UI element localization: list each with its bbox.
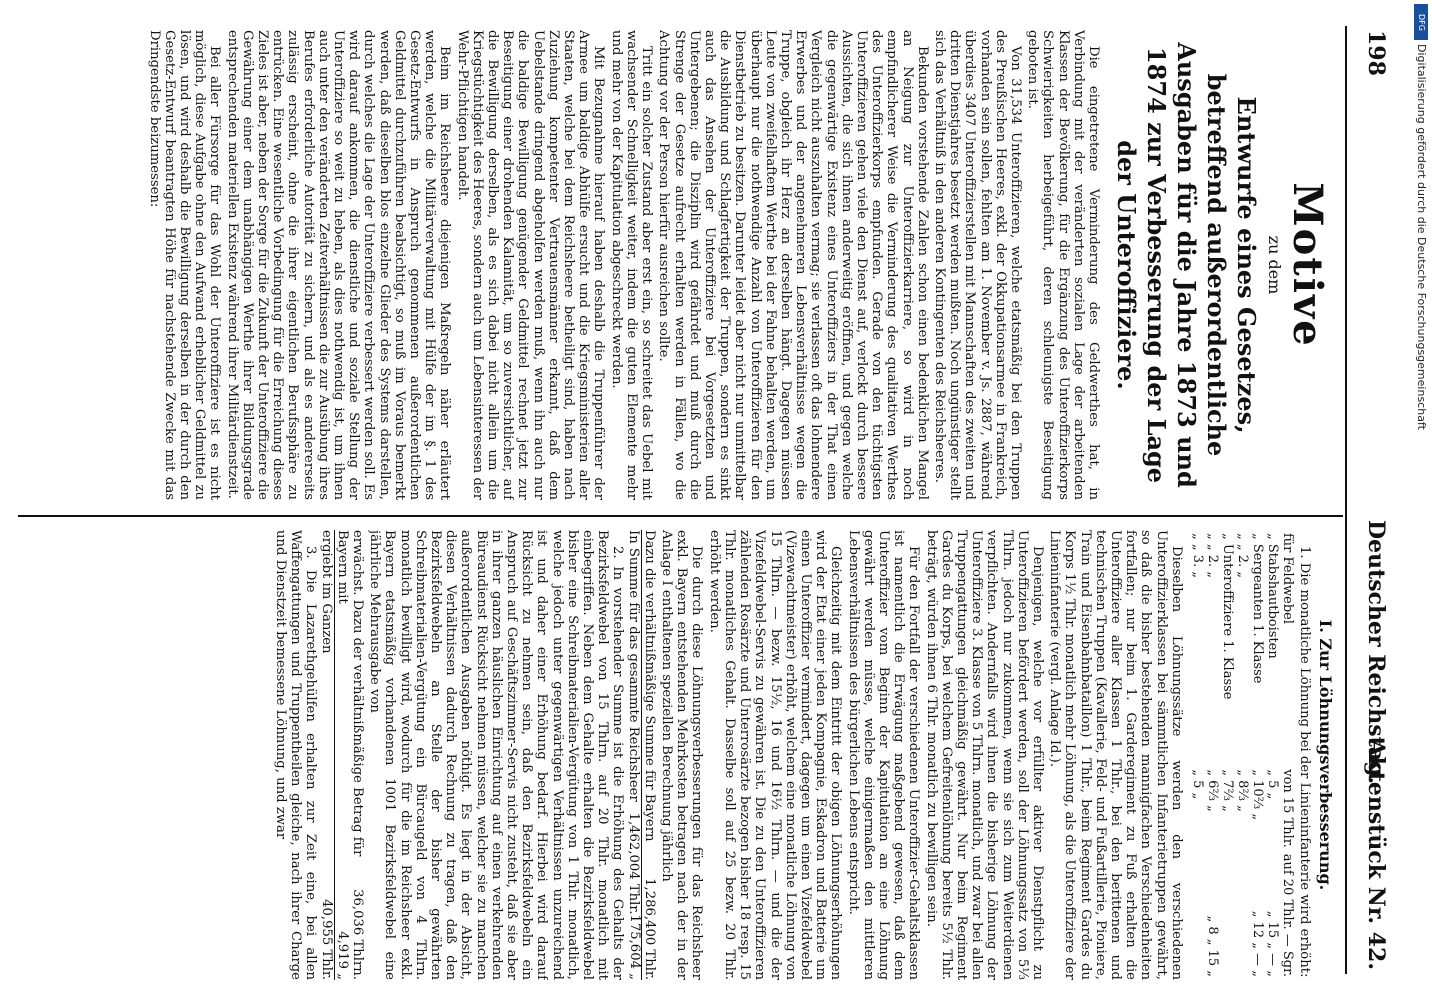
sum-total: ergiebt im Ganzen 40,955 Thlr. [318,530,334,980]
header-rule [1345,26,1347,974]
paragraph: Die durch diese Löhnungsverbesserungen für das Reichsheer exkl. Bayern entstehenden Mehrkosten betragen nach der in der Anlage I enthaltenen speziellen Berechnung jährlich [659,530,705,980]
paragraph: Die eingetretene Verminderung des Geldwerthes hat, in Verbindung mit der veränderten sozialen Lage der arbeitenden Klassen der Bevölkerung, für die Ergänzung des Unteroffizierkorps Schwierigkeiten herbeigeführt, deren schleunigste Beseitigung geboten ist. [1025,30,1101,500]
pay-table [1190,530,1295,980]
bill-title: Entwurfe eines Gesetzes, betreffend außerordentliche Ausgaben für die Jahre 1873 und 1874 zur Verbesserung der Lage der Unteroffiziere. [1112,42,1261,488]
paragraph: Von 31,534 Unteroffizieren, welche etatsmäßig bei den Truppen des Preußischen Heeres, exkl. der Okkupationsarmee in Frankreich, vorhanden sein sollen, fehlten am 1. November v. Js. 2887, während überdies 3407 Unteroffizierstellen mit Mannschaften des zweiten und dritten Dienstjahres besetzt werden mußten. Noch ungünstiger stellt sich das Verhältniß in den anderen Kontingenten des Reichsheeres. [931,30,1023,500]
publication-title: Deutscher Reichstag. [1363,520,1389,785]
paragraph: 2. In vorstehender Summe ist die Erhöhung des Gehalts der Bezirksfeldwebel von 15 Thlrn. auf 20 Thlr. monatlich mit einbegriffen. Neben dem Gehalte erhalten die Bezirksfeldwebel bisher eine Schreibmaterialien-Vergütung von 1 Thlr. monatlich, welche jedoch unter gegenwärtigen Verhältnissen unzureichend ist und daher einer Erhöhung bedarf. Hierbei wird darauf Rücksicht zu nehmen sein, daß den Bezirksfeldwebeln ein Anspruch auf Geschäftszimmer-Servis nicht zusteht, daß sie aber in ihrer ganzen häuslichen Einrichtung auf einen verkehrenden Büreaudienst Rücksicht nehmen müssen, welcher sie zu manchen außerordentlichen Ausgaben nöthigt. Es liegt in der Absicht, diesen Verhältnissen dadurch Rechnung zu tragen, daß den Bezirksfeldwebeln an Stelle der bisher gewährten Schreibmaterialien-Vergütung ein Bürcaugeld von 4 Thlrn. monatlich bewilligt wird, wodurch für die im Reichsheer exkl. Bayern etatsmäßig vorhandenen 1001 Bezirksfeldwebel eine jährliche Mehrausgabe von [367,530,626,980]
pay-intro: 1. Die monatliche Löhnung bei der Linieninfanterie wird erhöht: [1297,546,1312,978]
title-motive: Motive [1284,182,1331,348]
sum-total: In Summe für das gesammte Reichsheer 1,462,004 Thlr. [625,530,641,915]
left-column [10,30,1337,500]
table-row: „ „ 2. „ „ 8⅔ „ [1234,533,1250,812]
table-row: „ Unteroffiziere 1. Klasse „ 7⅔ „ [1219,533,1235,812]
paragraph: Mit Bezugnahme hierauf haben deshalb die Truppenführer der Armee um baldige Abhülfe ersucht und die Kriegsministerien aller Staaten, welche bei dem Reichsheere betheiligt sind, haben nach Zuziehung kompetenter Vertrauensmänner erkannt, daß dem Uebelstande dringend abgeholfen werden muß, wenn ihn auch nur die baldige Bewilligung genügender Geldmittel rechnet jetzt zur Beseitigung einer drohenden Kalamität, um so zuversichtlicher, auf die Bewilligung derselben, als es sich dabei nicht allein um die Kriegstüchtigkeit des Heeres, sondern auch um Lebensinteressen der Wehr-Pflichtigen handelt. [454,30,607,500]
paragraph: Beim im Reichsheere diejenigen Maßregeln näher erläutert werden, welche die Militärverwaltung mit Hülfe der im §. 1 des Gesetz-Entwurfs in Anspruch genommenen außerordentlichen Geldmittel durchzuführen beabsichtigt, so muß im Voraus bemerkt werden, daß dieselben blos einzelne Glieder des Systems darstellen, durch welches die Lage der Unteroffiziere verbessert werden soll. Es wird darauf ankommen, die dienstliche und soziale Stellung der Unteroffiziere so weit zu heben, als dies nothwendig ist, um ihnen auch unter den veränderten Zeitverhältnissen die zur Ausübung ihres Berufes erforderliche Autorität zu sichern, und als es andererseits zulässig erscheint, ohne die ihrer eigentlichen Berufssphäre zu entrücken. Eine wesentliche Vorbedingung für die Erreichung dieses Zieles ist aber, neben der Sorge für die Zukunft der Unteroffiziere die Gewährung einer dem unabhängigen Werthe ihrer Bildungsgrade entsprechenden materiellen Existenz während ihrer Militärdienstzeit. [224,30,453,500]
section-title: I. Zur Löhnungsverbesserung. [1316,619,1335,891]
paragraph: Denjenigen, welche vor erfüllter aktiver Dienstpflicht zu Unteroffizieren befördert werden, soll der Löhnungssatz von 5⅓ Thlrn. jedoch nur zukommen, wenn sie sich zum Weiterdienen verpflichten. Andernfalls wird ihnen die bisherige Löhnung der Unteroffiziere 3. Klasse von 5 Thlrn. monatlich, und zwar bei allen Truppengattungen gleichmäßig gewährt. Nur beim Regiment Gardes du Korps, bei welchem Gefreitenlöhnung bereits 5½ Thlr. beträgt, würden ihnen 6 Thlr. monatlich zu bewilligen sein. [923,530,1045,980]
sum-line: Dazu die verhältnißmäßige Summe für Bayern 175,604 „ [626,530,657,980]
table-row: „ „ 2. „ „ 6⅔ „ „ 8 „ 15 „ [1204,533,1220,977]
column-divider [18,515,1343,517]
sum-line: erwächst. Dazu der verhältnißmäßige Betrag für Bayern mit 4,919 „ [334,530,366,980]
page-header [1349,0,1389,1000]
table-row: „ „ 3. „ „ 5 „ [1189,533,1205,800]
paragraph: Bekunden vorstehende Zahlen schon einen bedenklichen Mangel an Neigung zur Unteroffizierkarriere, so wird in noch empfindlicherer Weise die Verminderung des qualitativen Werthes des Unteroffizierkorps empfunden. Gerade von den tüchtigsten Unteroffizieren gehen viele den Dienst auf, verlockt durch bessere Aussichten, die sich ihnen anderweitig eröffnen, und gegen welche die gegenwärtige Existenz eines Unteroffiziers in der That einen Vergleich nicht auszuhalten vermag; sie verlassen oft das lohnendere Erwerbes und der angenehmeren Lebensverhältnisse wegen die Truppe, obgleich ihr Herz an derselben hängt. Dagegen müssen Leute von zweifelhaftem Werthe bei der Fahne behalten werden, um überhaupt nur die nothwendige Anzahl von Unteroffizieren für den Dienstbetrieb zu besitzen. Darunter leidet aber nicht nur unmittelbar die Ausbildung und Schlagfertigkeit der Truppen, sondern es sinkt auch das Ansehen der Unteroffiziere bei Vorgesetzten und Untergebenen; die Disziplin wird gefährdet und muß durch die Strenge der Gesetze aufrecht erhalten werden in Fällen, wo die Achtung vor der Person hierfür ausreichen sollte. [656,30,930,500]
paragraph: Gleichzeitig mit dem Eintritt der obigen Löhnungserhöhungen wird der Etat einer jeden Kompagnie, Eskadron und Batterie um einen Unteroffizier vermindert, dagegen um einen Vizefeldwebel (Vizewachtmeister) erhöht, welchem eine monatliche Löhnung von 15 Thlrn. — bezw. 15½, 16 und 16½ Thlrn. — und die der Vizefeldwebel-Servis zu gewähren ist. Die zu den Unteroffizieren zählenden Rosärzte und Unterrosärzte bezogen bisher 18 resp. 15 Thlr. monatliches Gehalt. Dasselbe soll auf 25 bezw. 20 Thlr. erhöht werden. [706,530,844,980]
page-number: 198 [1363,30,1389,76]
table-row: für Feldwebel von 15 Thlr. auf 20 Thlr. — Sgr. [1279,533,1295,977]
paragraph: 3. Die Lazarethgehülfen erhalten zur Zeit eine, bei allen Waffengattungen und Truppentheilen gleiche, nach ihrer Charge und Dienstzeit bemessene Löhnung, und zwar [273,530,319,980]
digitization-note: Digitalisierung gefördert durch die Deutsche Forschungsgemeinschaft [1415,44,1428,430]
table-row: „ Stabshautboisten „ 5 „ „ 15 „ — „ [1264,533,1280,977]
paragraph: Tritt ein solcher Zustand aber erst ein, so schreitet das Uebel mit wachsender Schnelligkeit weiter, indem die guten Elemente mehr und mehr von der Kapitulation abgeschreckt werden. [608,30,655,500]
paragraph: Bei aller Fürsorge für das Wohl der Unteroffiziere ist es nicht möglich, diese Aufgabe ohne den Aufwand erheblicher Geldmittel zu lösen, und wird deshalb die Bewilligung derselben in der durch den Gesetz-Entwurf beantragten Höhe für nachstehende Zwecke mit das Dringendste beizumessen: [146,30,223,500]
paragraph: Dieselben Löhnungssätze werden den verschiedenen Unteroffizierklassen bei sämmtlichen Infanterietruppen gewährt, so daß die bisher bestehenden mannigfachen Verschiedenheiten fortfallen; nur beim 1. Garderegiment zu Fuß erhalten die Unteroffiziere aller Klassen 1 Thlr., bei den berittenen und technischen Truppen (Kavallerie, Feld- und Fußartillerie, Pioniere, Train und Eisenbahnbataillon) 1 Thlr., beim Regiment Gardes du Korps 1½ Thlr. monatlich mehr Löhnung, als die Unteroffiziere der Linieninfanterie (vergl. Anlage Id.). [1047,530,1184,980]
right-column: I. Zur Löhnungsverbesserung. 1. Die monatliche Löhnung bei der Linieninfanterie wird erhöht: für Feldwebel von 15 Thlr. auf 20 Thlr. — Sgr. „ Stabshautboisten „ 5 „ „ 15 „ — „ „ Sergeanten 1. Klasse „ 10⅔ „ „ 12 „ — „ „ „ 2. „ „ 8⅔ „ „ Unteroffiziere 1. Klasse „ 7⅔ „ „ „ 2. „ „ 6⅔ „ „ 8 „ 15 „ „ „ 3. „ „ 5 „ Dieselben Löhnungssätze werden den verschiedenen Unteroffizierklassen bei sämmtlichen Infanterietruppen gewährt, so daß die bisher bestehenden mannigfachen Verschiedenheiten fortfallen; nur beim 1. Garderegiment zu Fuß erhalten die Unteroffiziere aller Klassen 1 Thlr., bei den berittenen und technischen Truppen (Kavallerie, Feld- und Fußartillerie, Pioniere, Train und Eisenbahnbataillon) 1 Thlr., beim Regiment Gardes du Korps 1½ Thlr. monatlich mehr Löhnung, als die Unteroffiziere der Linieninfanterie (vergl. Anlage Id.). Denjenigen, welche vor erfüllter aktiver Dienstpflicht zu Unteroffizieren befördert werden, soll der Löhnungssatz von 5⅓ Thlrn. jedoch nur zukommen, wenn sie sich zum Weiterdienen verpflichten. Andernfalls wird ihnen die bisherige Löhnung der Unteroffiziere 3. Klasse von 5 Thlrn. monatlich, und zwar bei allen Truppengattungen gleichmäßig gewährt. Nur beim Regiment Gardes du Korps, bei welchem Gefreitenlöhnung bereits 5½ Thlr. beträgt, würden ihnen 6 Thlr. monatlich zu bewilligen sein. Für den Fortfall der verschiedenen Unteroffizier-Gehaltsklassen ist namentlich die Erwägung maßgebend gewesen, daß dem Unteroffizier vom Beginn der Kapitulation an eine Löhnung gewährt werden müsse, welche einigermaßen den mittleren Lebensverhältnissen des bürgerlichen Lebens entspricht. Gleichzeitig mit dem Eintritt der obigen Löhnungserhöhungen wird der Etat einer jeden Kompagnie, Eskadron und Batterie um einen Unteroffizier vermindert, dagegen um einen Vizefeldwebel (Vizewachtmeister) erhöht, welchem eine monatliche Löhnung von 15 Thlrn. — bezw. 15½, 16 und 16½ Thlrn. — und die der Vizefeldwebel-Servis zu gewähren ist. Die zu den Unteroffizieren zählenden Rosärzte und Unterrosärzte bezogen bisher 18 resp. 15 Thlr. monatliches Gehalt. Dasselbe soll auf 25 bezw. 20 Thlr. erhöht werden. Die durch diese Löhnungsverbesserungen für das Reichsheer exkl. Bayern entstehenden Mehrkosten betragen nach der in der Anlage I enthaltenen speziellen Berechnung jährlich 1,286,400 Thlr. Dazu die verhältnißmäßige Summe für Bayern 175,604 „ In Summe für das gesammte Reichsheer 1,462,004 Thlr. 2. In vorstehender Summe ist die Erhöhung des Gehalts der Bezirksfeldwebel von 15 Thlrn. auf 20 Thlr. monatlich mit einbegriffen. Neben dem Gehalte erhalten die Bezirksfeldwebel bisher eine Schreibmaterialien-Vergütung von 1 Thlr. monatlich, welche jedoch unter gegenwärtigen Verhältnissen unzureichend ist und daher einer Erhöhung bedarf. Hierbei wird darauf Rücksicht zu nehmen sein, daß den Bezirksfeldwebeln ein Anspruch auf Geschäftszimmer-Servis nicht zusteht, daß sie aber in ihrer ganzen häuslichen Einrichtung auf einen verkehrenden Büreaudienst Rücksicht nehmen müssen, welcher sie zu manchen außerordentlichen Ausgaben nöthigt. Es liegt in der Absicht, diesen Verhältnissen dadurch Rechnung zu tragen, daß den Bezirksfeldwebeln an Stelle der bisher gewährten Schreibmaterialien-Vergütung ein Bürcaugeld von 4 Thlrn. monatlich bewilligt wird, wodurch für die im Reichsheer exkl. Bayern etatsmäßig vorhandenen 1001 Bezirksfeldwebel eine jährliche Mehrausgabe von 36,036 Thlrn. erwächst. Dazu der verhältnißmäßige Betrag für Bayern mit 4,919 „ ergiebt im Ganzen 40,955 Thlr. 3. Die Lazarethgehülfen erhalten zur Zeit eine, bei allen Waffengattungen und Truppentheilen gleiche, nach ihrer Charge und Dienstzeit bemessene Löhnung, und zwar [273,530,1335,980]
paragraph: Für den Fortfall der verschiedenen Unteroffizier-Gehaltsklassen ist namentlich die Erwägung maßgebend gewesen, daß dem Unteroffizier vom Beginn der Kapitulation an eine Löhnung gewährt werden müsse, welche einigermaßen den mittleren Lebensverhältnissen des bürgerlichen Lebens entspricht. [845,530,922,980]
document-reference: Aktenstück Nr. 42. [1363,739,1389,970]
dfg-logo: DFG [1414,4,1428,40]
title-connector: zu dem [1265,235,1284,295]
table-row: „ Sergeanten 1. Klasse „ 10⅔ „ „ 12 „ — „ [1249,533,1265,977]
